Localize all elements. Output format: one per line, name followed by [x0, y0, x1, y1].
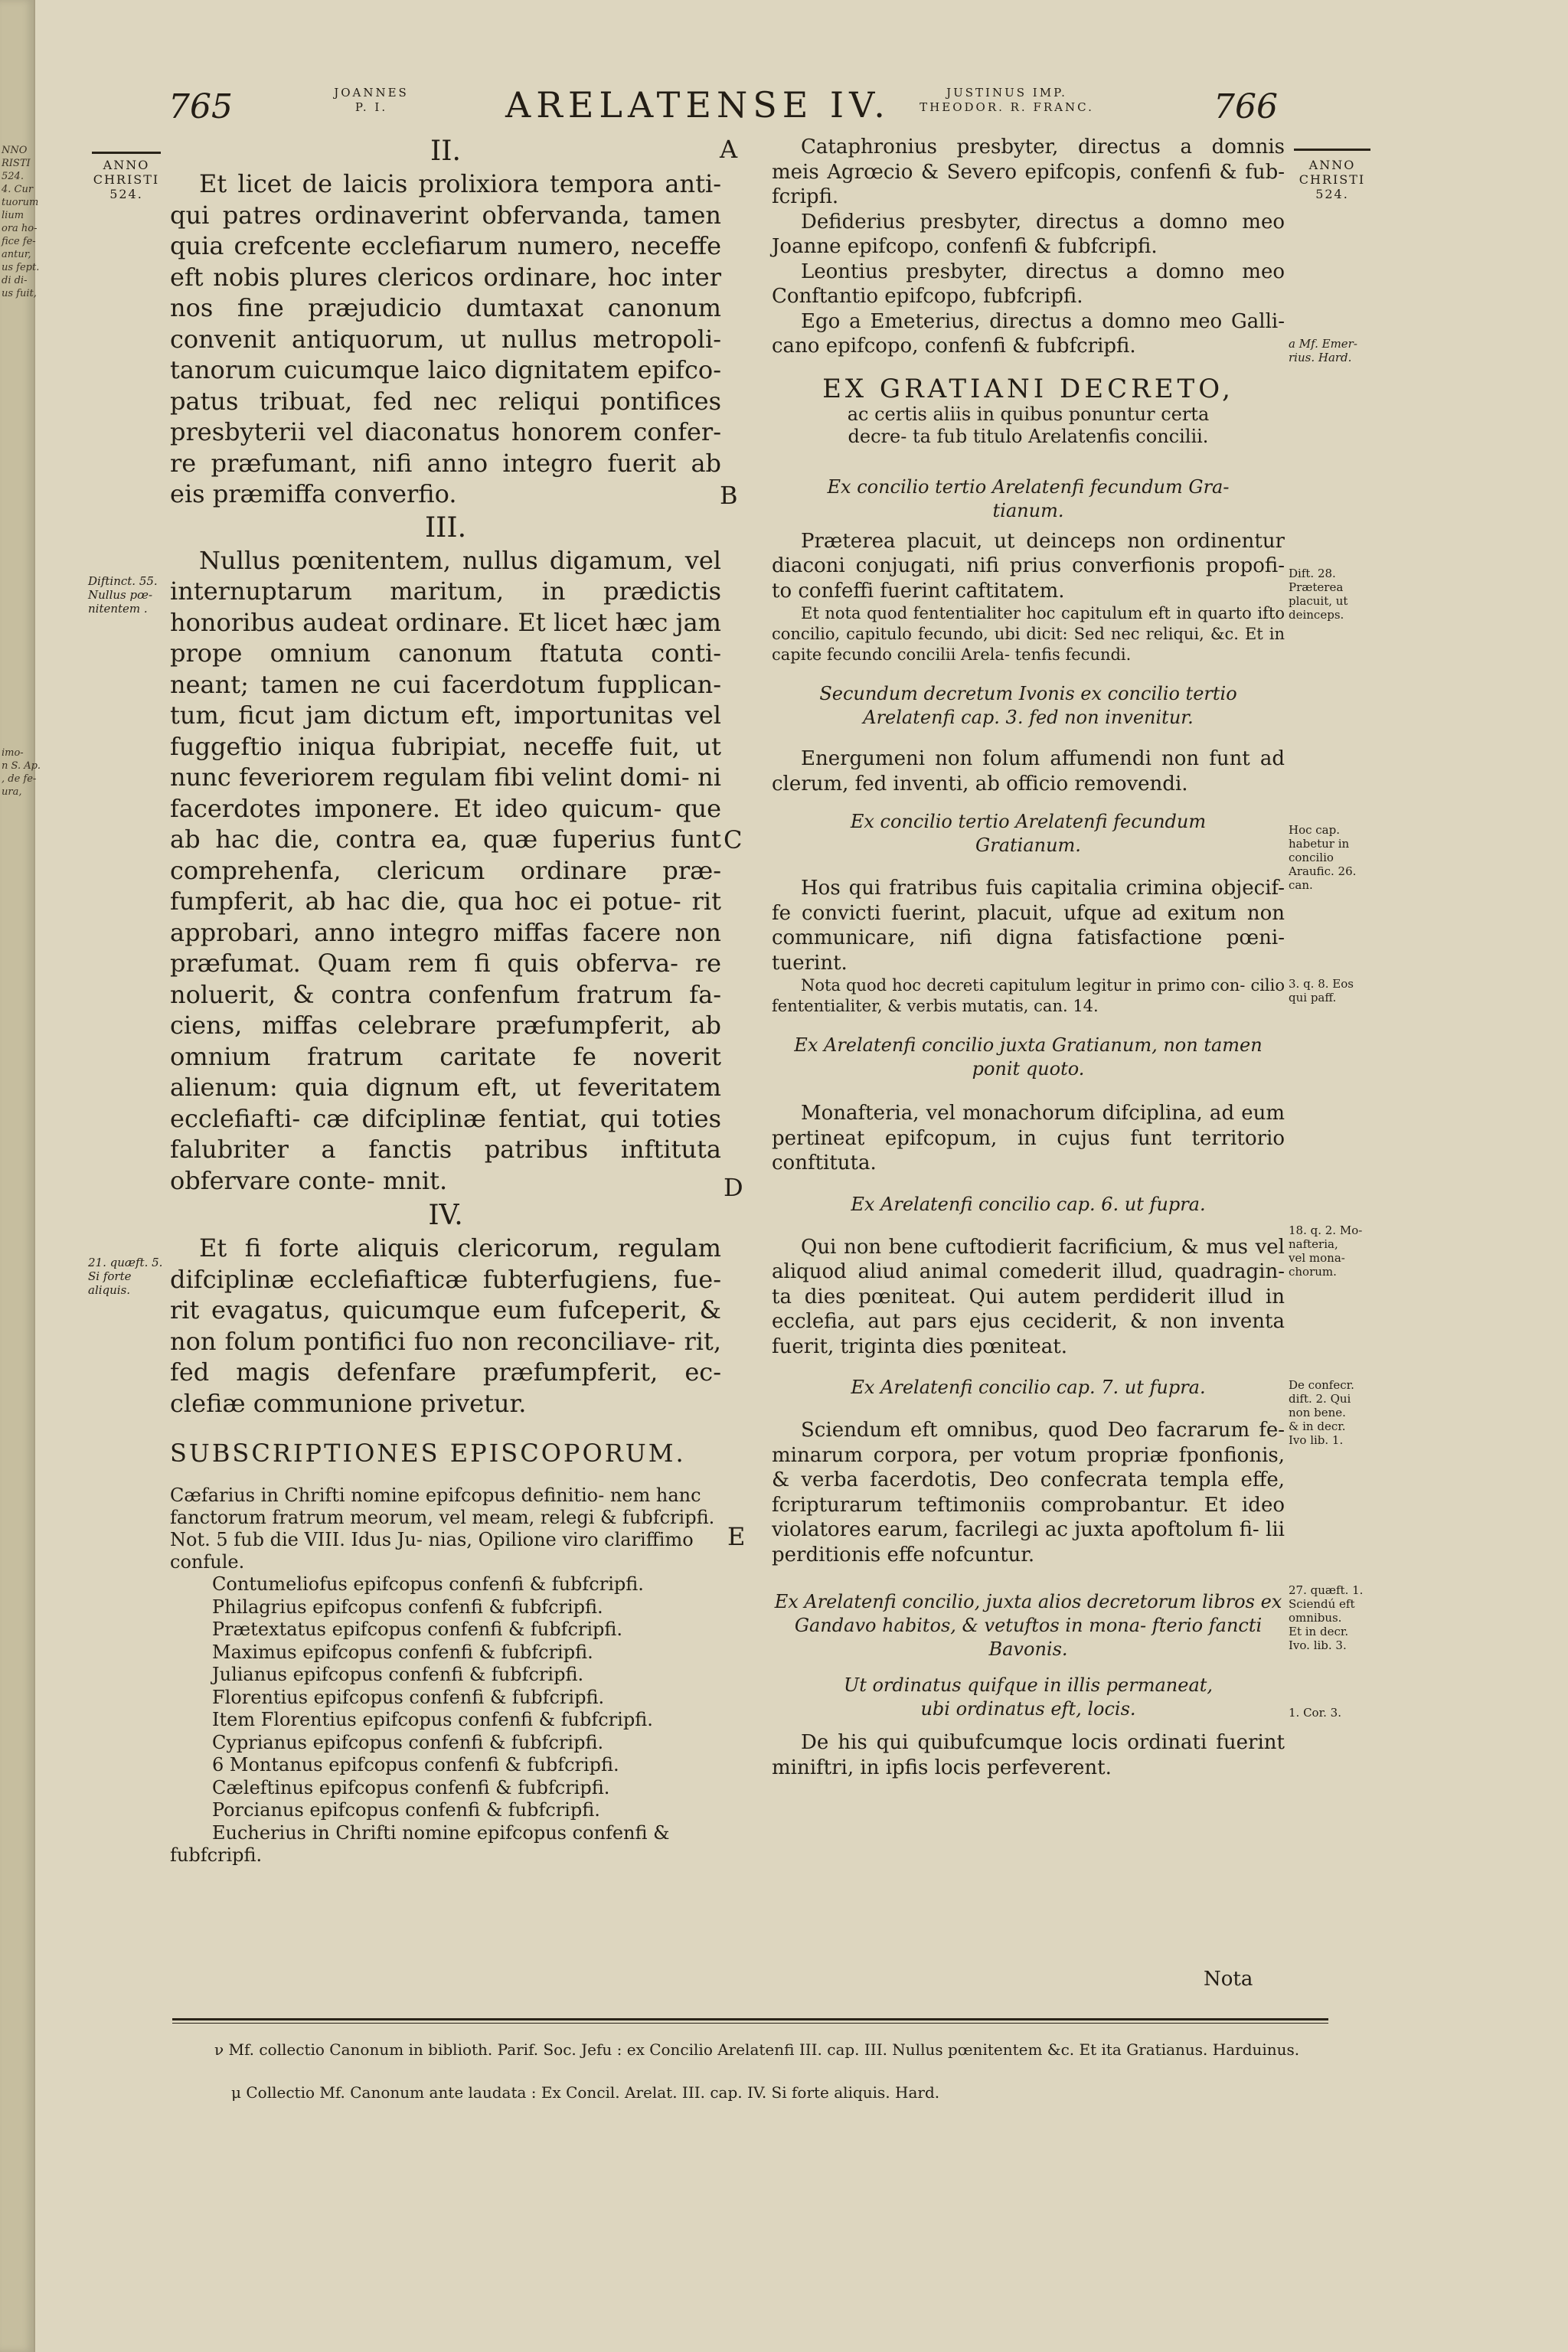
signature: Cæleftinus epifcopus confenfi & fubfcripfi.	[212, 1776, 610, 1798]
excerpt-1-note: Et nota quod fententialiter hoc capitulum eft in quarto ifto concilio, capitulo fecundo, ubi dicit: Sed nec reliqui, &c. Et in capite fecundo concilii Arela- tenfis fecundi.	[772, 604, 1285, 664]
margin-note-q18: 18. q. 2. Mo- nafteria, vel mona- chorum.	[1289, 1223, 1363, 1279]
catchword: Nota	[1204, 1968, 1253, 1991]
header-pope: JOANNES P. I.	[334, 86, 409, 114]
excerpt-7-subheading: Ut ordinatus quifque in illis permaneat, ubi ordinatus eft, locis.	[843, 1674, 1214, 1720]
signature-presbyter: Leontius presbyter, directus a domno meo Conftantio epifcopo, fubfcripfi.	[772, 260, 1285, 308]
signature: Porcianus epifcopus confenfi & fubfcripfi.	[212, 1799, 600, 1821]
excerpt-3-note: Nota quod hoc decreti capitulum legitur in primo con- cilio fententialiter, & verbis mutatis, can. 14.	[772, 976, 1285, 1015]
signature-presbyter: Defiderius presbyter, directus a domno meo Joanne epifcopo, confenfi & fubfcripfi.	[772, 210, 1285, 258]
header-emperor: JUSTINUS IMP. THEODOR. R. FRANC.	[920, 86, 1094, 114]
signature: Contumeliofus epifcopus confenfi & fubfcripfi.	[212, 1573, 644, 1595]
margin-note-deconsecr: De confecr. dift. 2. Qui non bene. & in decr. Ivo lib. 1.	[1289, 1378, 1354, 1447]
signature: Julianus epifcopus confenfi & fubfcripfi.	[212, 1664, 584, 1685]
excerpt-6-heading: Ex Arelatenfi concilio cap. 7. ut fupra.	[851, 1377, 1206, 1398]
previous-page-edge	[0, 0, 41, 2352]
page-number-left: 765	[168, 87, 233, 126]
running-header	[168, 84, 1317, 130]
signature-caesarius: Cæfarius in Chrifti nomine epifcopus definitio- nem hanc fanctorum fratrum meorum, vel meam, relegi & fubfcripfi. Not. 5 fub die VIII. Idus Ju- nias, Opilione viro clariffimo confule.	[170, 1485, 715, 1573]
section-letter-b: B	[720, 481, 738, 510]
prev-page-margin-notes: NNO RISTI 524. 4. Cur tuorum lium ora ho- fice fe- antur, us fept. di di- us fuit,	[2, 145, 40, 299]
signature: 6 Montanus epifcopus confenfi & fubfcripfi.	[212, 1754, 619, 1775]
footnote-nu: ν Mf. collectio Canonum in biblioth. Parif. Soc. Jefu : ex Concilio Arelatenfi III. cap. III. Nullus pœnitentem &c. Et ita Gratianus. Harduinus.	[214, 2040, 1300, 2059]
excerpt-5-heading: Ex Arelatenfi concilio cap. 6. ut fupra.	[851, 1193, 1206, 1215]
signature-presbyter: Ego a Emeterius, directus a domno meo Galli- cano epifcopo, confenfi & fubfcripfi.	[772, 309, 1285, 358]
section-letter-e: E	[727, 1522, 746, 1551]
signature-presbyter: Cataphronius presbyter, directus a domnis meis Agrœcio & Severo epifcopis, confenfi & fub- fcripfi.	[772, 136, 1285, 208]
margin-year-left: ANNO CHRISTI 524.	[93, 158, 160, 201]
page-number-right: 766	[1214, 87, 1278, 126]
right-column	[772, 135, 1285, 1780]
canon-4-text: Et fi forte aliquis clericorum, regulam difciplinæ ecclefiafticæ fubterfugiens, fue- rit evagatus, quicumque eum fufceperit, & non folum pontifici fuo non reconciliave- rit, fed magis defenfare præfumpferit, ec- clefiæ communione privetur.	[170, 1233, 721, 1418]
excerpt-2-heading: Secundum decretum Ivonis ex concilio tertio Arelatenfi cap. 3. fed non invenitur.	[819, 683, 1237, 728]
left-column	[170, 135, 721, 1867]
canon-number-2: II.	[430, 136, 461, 167]
margin-note-cor: 1. Cor. 3.	[1289, 1706, 1341, 1720]
excerpt-3-heading: Ex concilio tertio Arelatenfi fecundum Gratianum.	[850, 811, 1207, 856]
margin-rule-left	[92, 152, 161, 154]
canon-number-4: IV.	[428, 1200, 463, 1231]
prev-page-margin-notes-2: imo- n S. Ap. , de fe- ura,	[2, 747, 41, 798]
excerpt-3-text: Hos qui fratribus fuis capitalia crimina objecif- fe convicti fuerint, placuit, ufque ad exitum non communicare, nifi digna fatisfactione pœni- tuerint.	[772, 877, 1285, 975]
margin-note-emerius: a Mf. Emer- rius. Hard.	[1289, 337, 1357, 364]
signature: Prætextatus epifcopus confenfi & fubfcripfi.	[212, 1619, 623, 1640]
margin-note-hoc-cap: Hoc cap. habetur in concilio Araufic. 26. can.	[1289, 823, 1357, 892]
margin-year-right: ANNO CHRISTI 524.	[1298, 158, 1366, 201]
signature: Cyprianus epifcopus confenfi & fubfcripfi.	[212, 1731, 604, 1753]
canon-number-3: III.	[424, 511, 467, 544]
footnote-mu: μ Collectio Mf. Canonum ante laudata : Ex Concil. Arelat. III. cap. IV. Si forte aliquis. Hard.	[231, 2083, 940, 2102]
excerpt-2-text: Energumeni non folum affumendi non funt ad clerum, fed inventi, ab officio removendi.	[772, 747, 1285, 795]
excerpt-5-text: Qui non bene cuftodierit facrificium, & mus vel aliquod aliud animal comederit illud, quadragin- ta dies pœniteat. Qui autem perdiderit illud in ecclefia, aut pars ejus ceciderit, & non inventa fuerit, triginta dies pœniteat.	[772, 1235, 1285, 1358]
section-letter-d: D	[724, 1173, 743, 1202]
margin-note-q3: 3. q. 8. Eos qui paff.	[1289, 977, 1354, 1004]
section-letter-a: A	[720, 135, 738, 164]
gratian-subheading: ac certis aliis in quibus ponuntur certa decre- ta fub titulo Arelatenfis concilii.	[847, 403, 1210, 447]
excerpt-7-heading: Ex Arelatenfi concilio, juxta alios decretorum libros ex Gandavo habitos, & vetuftos in mona- fterio fancti Bavonis.	[774, 1591, 1282, 1660]
signature: Maximus epifcopus confenfi & fubfcripfi.	[212, 1641, 593, 1663]
margin-rule-right	[1294, 149, 1370, 151]
signature: Eucherius in Chrifti nomine epifcopus confenfi & fubfcripfi.	[170, 1821, 670, 1866]
gratian-heading: EX GRATIANI DECRETO,	[822, 373, 1234, 404]
canon-3-text: Nullus pœnitentem, nullus digamum, vel internuptarum maritum, in prædictis honoribus audeat ordinare. Et licet hæc jam prope omnium canonum ftatuta conti- neant; tamen ne cui facerdotum fupplican- tum, ficut jam dictum eft, importunitas vel fuggeftio iniqua fubripiat, neceffe fuit, ut nunc feveriorem regulam fibi velint domi- ni facerdotes imponere. Et ideo quicum- que ab hac die, contra ea, quæ fuperius funt comprehenfa, clericum ordinare præ- fumpferit, ab hac die, qua hoc ei potue- rit approbari, anno integro miffas facere non præfumat. Quam rem fi quis obferva- re noluerit, & contra confenfum fratrum fa- ciens, miffas celebrare præfumpferit, ab omnium fratrum caritate fe noverit alienum: quia dignum eft, ut feveritatem ecclefiafti- cæ difciplinæ fentiat, qui toties falubriter a fanctis patribus inftituta obfervare conte- mnit.	[170, 545, 721, 1195]
running-title: ARELATENSE IV.	[505, 84, 890, 126]
margin-note-dist28: Dift. 28. Præterea placuit, ut deinceps.	[1289, 567, 1348, 622]
section-letter-c: C	[724, 825, 743, 854]
signature: Florentius epifcopus confenfi & fubfcripfi.	[212, 1686, 605, 1708]
footnote-rule-thin	[172, 2023, 1328, 2024]
excerpt-4-text: Monafteria, vel monachorum difciplina, ad eum pertineat epifcopum, in cujus funt territorio conftituta.	[772, 1102, 1285, 1174]
excerpt-6-text: Sciendum eft omnibus, quod Deo facrarum fe- minarum corpora, per votum propriæ fponfionis, & verba facerdotis, Deo confecrata templa effe, fcripturarum teftimoniis comprobantur. Et ideo violatores earum, facrilegi ac juxta apoftolum fi- lii perditionis effe nofcuntur.	[772, 1419, 1285, 1566]
subscriptions-heading: SUBSCRIPTIONES EPISCOPORUM.	[170, 1439, 686, 1468]
excerpt-1-text: Præterea placuit, ut deinceps non ordinentur diaconi conjugati, nifi prius converfionis propofi- to confeffi fuerint caftitatem.	[772, 529, 1285, 603]
signature: Philagrius epifcopus confenfi & fubfcripfi.	[212, 1596, 603, 1618]
margin-note-distinct: Diftinct. 55. Nullus pœ- nitentem .	[88, 574, 158, 616]
excerpt-7-text: De his qui quibufcumque locis ordinati fuerint miniftri, in ipfis locis perfeverent.	[772, 1731, 1285, 1779]
margin-note-quaest: 21. quæft. 5. Si forte aliquis.	[88, 1256, 163, 1297]
excerpt-4-heading: Ex Arelatenfi concilio juxta Gratianum, non tamen ponit quoto.	[794, 1034, 1263, 1080]
signature: Item Florentius epifcopus confenfi & fubfcripfi.	[212, 1709, 653, 1730]
excerpt-1-heading: Ex concilio tertio Arelatenfi fecundum Gra- tianum.	[827, 475, 1230, 521]
footnote-rule	[172, 2018, 1328, 2020]
margin-note-q27: 27. quæft. 1. Sciendú eft omnibus. Et in decr. Ivo. lib. 3.	[1289, 1583, 1364, 1652]
canon-2-text: Et licet de laicis prolixiora tempora anti- qui patres ordinaverint obfervanda, tamen quia crefcente ecclefiarum numero, neceffe eft nobis plures clericos ordinare, hoc inter nos fine præjudicio dumtaxat canonum convenit antiquorum, ut nullus metropoli- tanorum cuicumque laico dignitatem epifco- patus tribuat, fed nec reliqui pontifices presbyterii vel diaconatus honorem confer- re præfumant, nifi anno integro fuerit ab eis præmiffa converfio.	[170, 169, 721, 508]
